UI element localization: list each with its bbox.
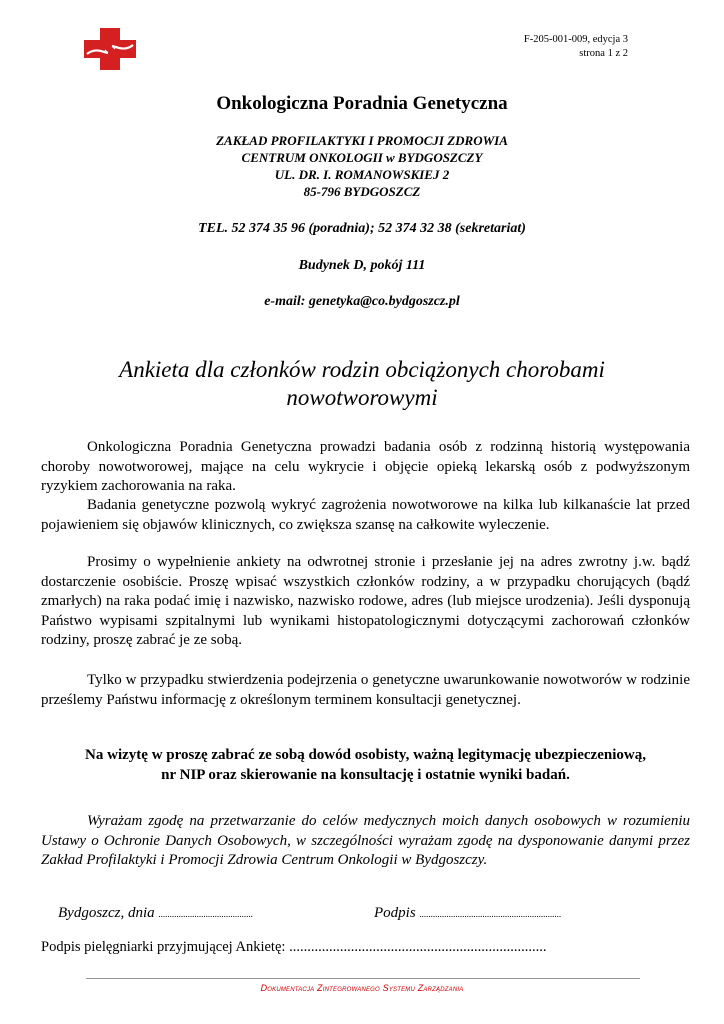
institution-name: Onkologiczna Poradnia Genetyczna: [216, 93, 508, 114]
page-info: strona 1 z 2: [579, 48, 628, 59]
paragraph-instructions: Prosimy o wypełnienie ankiety na odwrotnej stronie i przesłanie jej na adres zwrotny j.w. bądź dostarczenie osobiście. Proszę wpisać wszystkich członków rodziny, a w przypadku chorujących (bądź zmarłych) na raka podać imię i nazwisko, nazwisko rodowe, adres (lub miejsce urodzenia). Jeśli dysponują Państwo wypisami szpitalnymi lub wynikami histopatologicznymi dotyczącymi zachorowań członków rodziny, proszę zabrać je ze sobą.: [41, 554, 690, 648]
institution-address: [0, 132, 724, 200]
document-id: [524, 33, 628, 61]
nurse-signature-label: Podpis pielęgniarki przyjmującej Ankietę:: [41, 939, 286, 955]
document-title: [0, 356, 724, 412]
footer-divider: [86, 978, 640, 979]
email-address: e-mail: genetyka@co.bydgoszcz.pl: [264, 294, 460, 309]
address-line: CENTRUM ONKOLOGII w BYDGOSZCZY: [241, 150, 483, 165]
address-line: ZAKŁAD PROFILAKTYKI I PROMOCJI ZDROWIA: [216, 133, 508, 148]
title-line: nowotworowymi: [286, 385, 438, 410]
notice-line: Na wizytę w proszę zabrać ze sobą dowód osobisty, ważną legitymację ubezpieczeniową,: [85, 747, 646, 763]
nurse-signature-field[interactable]: [41, 939, 546, 956]
room-location: Budynek D, pokój 111: [298, 258, 426, 273]
address-line: UL. DR. I. ROMANOWSKIEJ 2: [274, 167, 450, 182]
red-cross-with-hands-icon: [84, 28, 136, 70]
notice-line: nr NIP oraz skierowanie na konsultację i ostatnie wyniki badań.: [161, 766, 570, 783]
signature-label: Podpis: [374, 905, 416, 921]
phone-numbers: TEL. 52 374 35 96 (poradnia); 52 374 32 38 (sekretariat): [198, 221, 526, 236]
date-blank[interactable]: ..........................................: [158, 909, 253, 919]
date-label: Bydgoszcz, dnia: [58, 905, 155, 921]
paragraph-followup: Tylko w przypadku stwierdzenia podejrzenia o genetyczne uwarunkowanie nowotworów w rodzinie prześlemy Państwu informację z określonym terminem konsultacji genetycznej.: [41, 672, 690, 708]
nurse-signature-blank[interactable]: .......................................................................: [289, 939, 547, 955]
paragraph-intro: Onkologiczna Poradnia Genetyczna prowadzi badania osób z rodzinną historią występowania choroby nowotworowej, mające na celu wykrycie i objęcie opieką lekarską osób z podwyższonym ryzykiem zachorowania na raka.: [41, 439, 690, 494]
signature-field[interactable]: [374, 905, 561, 922]
date-field[interactable]: [58, 905, 253, 922]
title-line: Ankieta dla członków rodzin obciążonych chorobami: [119, 357, 605, 382]
doc-code: F-205-001-009, edycja 3: [523, 34, 628, 45]
footer-text: Dokumentacja Zintegrowanego Systemu Zarządzania: [260, 983, 464, 993]
consent-statement: Wyrażam zgodę na przetwarzanie do celów medycznych moich danych osobowych w rozumieniu Ustawy o Ochronie Danych Osobowych, w szczególności wyrażam zgodę na dysponowanie danymi przez Zakład Profilaktyki i Promocji Zdrowia Centrum Onkologii w Bydgoszczy.: [41, 813, 690, 868]
signature-blank[interactable]: ...............................................................: [419, 909, 562, 919]
address-line: 85-796 BYDGOSZCZ: [303, 184, 421, 199]
paragraph-benefits: Badania genetyczne pozwolą wykryć zagrożenia nowotworowe na kilka lub kilkanaście lat przed pojawieniem się objawów klinicznych, co zwiększa szansę na całkowite wyleczenie.: [41, 497, 690, 533]
visit-notice: [41, 746, 690, 785]
